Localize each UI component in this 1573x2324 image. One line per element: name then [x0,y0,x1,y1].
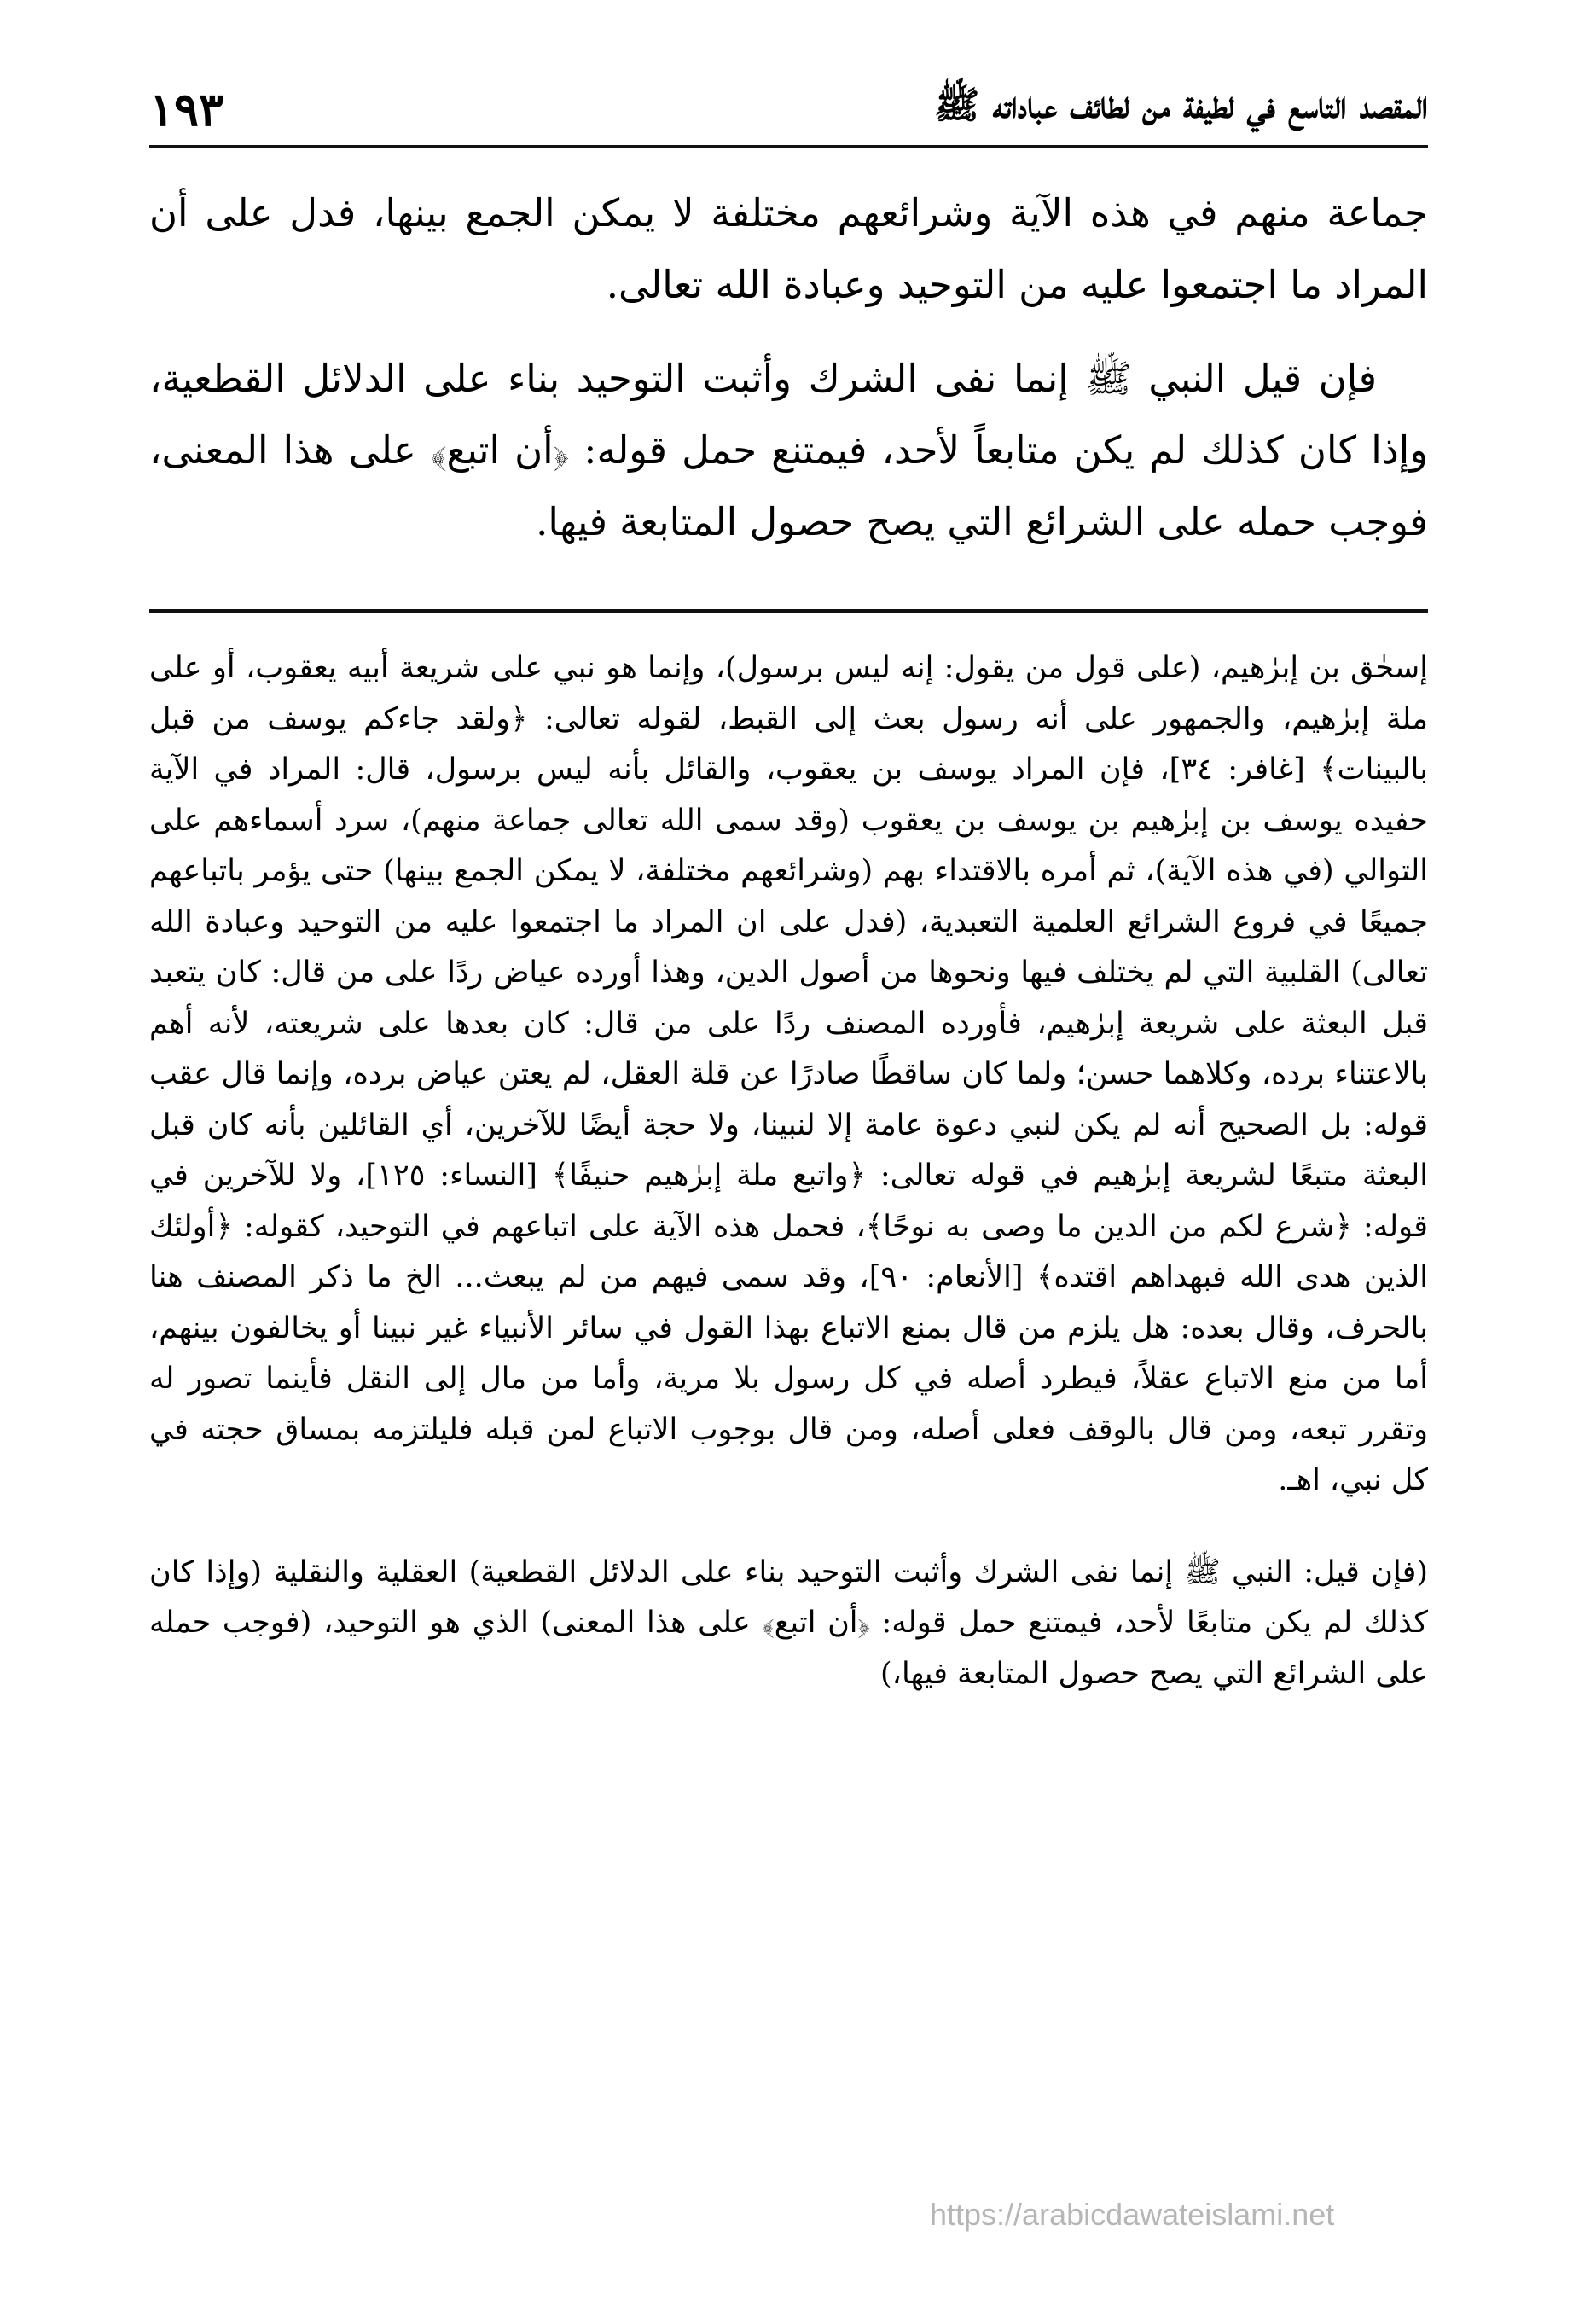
footnote-divider [149,609,1428,613]
running-title: المقصد التاسع في لطيفة من لطائف عباداته ﷺ [934,84,1428,127]
page-header [149,82,1428,148]
main-text [149,177,1428,558]
watermark-url: https://arabicdawateislami.net [930,2197,1335,2232]
main-paragraph: جماعة منهم في هذه الآية وشرائعهم مختلفة لا يمكن الجمع بينها، فدل على أن المراد ما اجتمعوا عليه من التوحيد وعبادة الله تعالى. [149,190,1428,307]
commentary-paragraph: (فإن قيل: النبي ﷺ إنما نفى الشرك وأثبت التوحيد بناء على الدلائل القطعية) العقلية والنقلية (وإذا كان كذلك لم يكن متابعًا لأحد، فيمتنع حمل قوله: ﴿أن اتبع﴾ على هذا المعنى) الذي هو التوحيد، (فوجب حمله على الشرائع التي يصح حصول المتابعة فيها،) [149,1554,1428,1691]
page-number: ١٩٣ [149,82,224,137]
main-paragraph: فإن قيل النبي ﷺ إنما نفى الشرك وأثبت التوحيد بناء على الدلائل القطعية، وإذا كان كذلك لم يكن متابعاً لأحد، فيمتنع حمل قوله: ﴿أن اتبع﴾ على هذا المعنى، فوجب حمله على الشرائع التي يصح حصول المتابعة فيها. [149,356,1428,544]
commentary [149,643,1428,1699]
commentary-paragraph: إسحٰق بن إبرٰهيم، (على قول من يقول: إنه ليس برسول)، وإنما هو نبي على شريعة أبيه يعقوب، أو على ملة إبرٰهيم، والجمهور على أنه رسول بعث إلى القبط، لقوله تعالى: ﴿ولقد جاءكم يوسف من قبل بالبينات﴾ [غافر: ٣٤]، فإن المراد يوسف بن يعقوب، والقائل بأنه ليس برسول، قال: المراد في الآية حفيده يوسف بن إبرٰهيم بن يوسف بن يعقوب (وقد سمى الله تعالى جماعة منهم)، سرد أسماءهم على التوالي (في هذه الآية)، ثم أمره بالاقتداء بهم (وشرائعهم مختلفة، لا يمكن الجمع بينها) حتى يؤمر باتباعهم جميعًا في فروع الشرائع العلمية التعبدية، (فدل على ان المراد ما اجتمعوا عليه من التوحيد وعبادة الله تعالى) القلبية التي لم يختلف فيها ونحوها من أصول الدين، وهذا أورده عياض ردًا على من قال: كان يتعبد قبل البعثة على شريعة إبرٰهيم، فأورده المصنف ردًا على من قال: كان بعدها على شريعته، لأنه أهم بالاعتناء برده، وكلاهما حسن؛ ولما كان ساقطًا صادرًا عن قلة العقل، لم يعتن عياض برده، وإنما قال عقب قوله: بل الصحيح أنه لم يكن لنبي دعوة عامة إلا لنبينا، ولا حجة أيضًا للآخرين، أي القائلين بأنه كان قبل البعثة متبعًا لشريعة إبرٰهيم في قوله تعالى: ﴿واتبع ملة إبرٰهيم حنيفًا﴾ [النساء: ١٢٥]، ولا للآخرين في قوله: ﴿شرع لكم من الدين ما وصى به نوحًا﴾، فحمل هذه الآية على اتباعهم في التوحيد، كقوله: ﴿أولئك الذين هدى الله فبهداهم اقتده﴾ [الأنعام: ٩٠]، وقد سمى فيهم من لم يبعث... الخ ما ذكر المصنف هنا بالحرف، وقال بعده: هل يلزم من قال بمنع الاتباع بهذا القول في سائر الأنبياء غير نبينا أو يخالفون بينهم، أما من منع الاتباع عقلاً، فيطرد أصله في كل رسول بلا مرية، وأما من مال إلى النقل فأينما تصور له وتقرر تبعه، ومن قال بالوقف فعلى أصله، ومن قال بوجوب الاتباع لمن قبله فليلتزمه بمساق حجته في كل نبي، اهـ. [149,651,1428,1497]
